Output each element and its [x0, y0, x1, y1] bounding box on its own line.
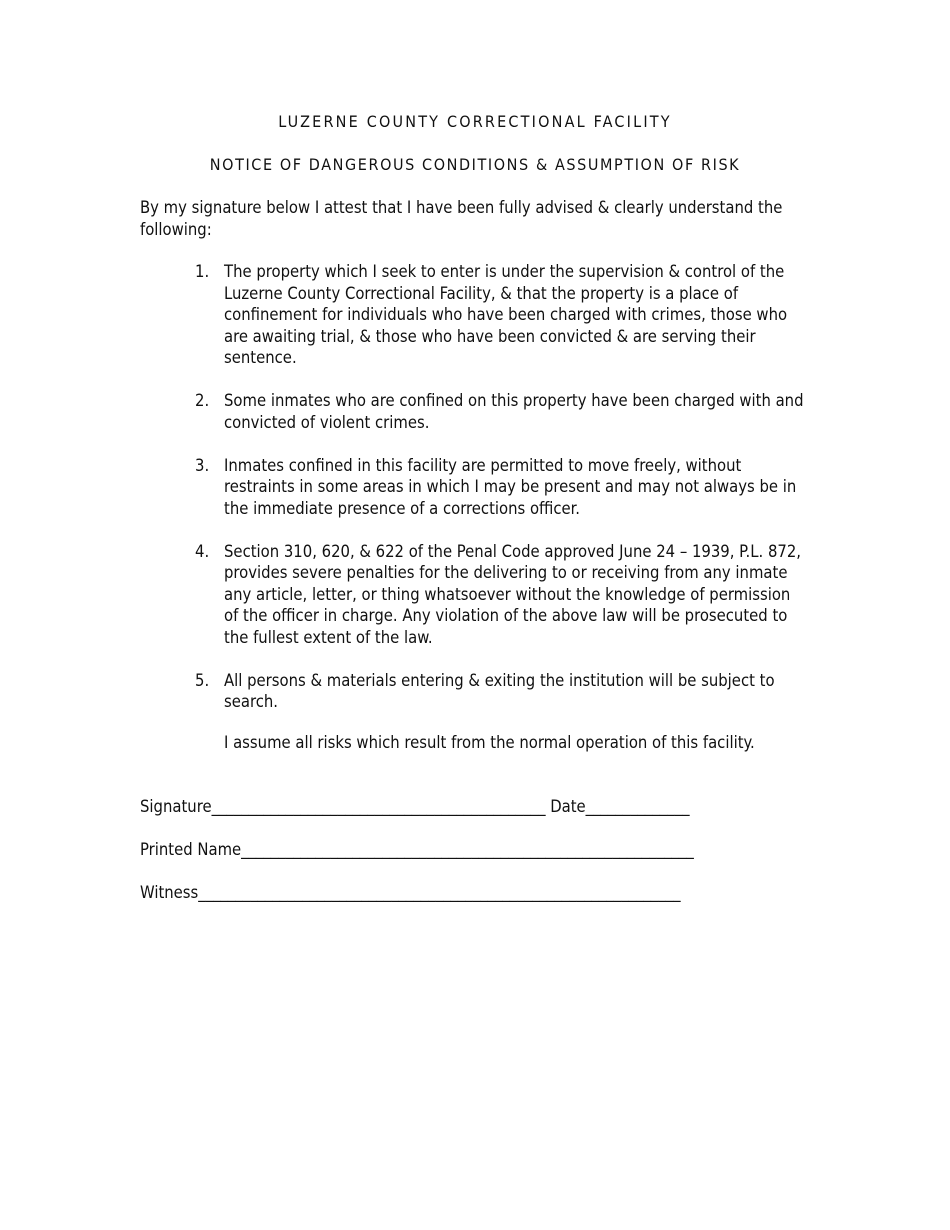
list-item-number: 5. — [195, 670, 210, 690]
list-item-text: The property which I seek to enter is under the supervision & control of the Luzerne County Correctional Facility, & that the property is a place of confinement for individuals who have been charged with crimes, those who are awaiting trial, & those who have been convicted & are serving their sentence. — [224, 262, 788, 367]
list-item — [195, 670, 805, 713]
facility-title: LUZERNE COUNTY CORRECTIONAL FACILITY — [278, 112, 672, 131]
conditions-list — [195, 261, 805, 734]
list-item-text: Section 310, 620, & 622 of the Penal Code approved June 24 – 1939, P.L. 872, provides severe penalties for the delivering to or receiving from any inmate any article, letter, or thing whatsoever without the knowledge of permission of the officer in charge. Any violation of the above law will be prosecuted to the fullest extent of the law. — [224, 541, 801, 647]
list-item — [195, 455, 805, 520]
list-item — [195, 541, 805, 649]
intro-paragraph: By my signature below I attest that I have been fully advised & clearly understand the following: — [140, 198, 783, 239]
list-item — [195, 261, 805, 369]
list-item-number: 4. — [195, 541, 210, 561]
signature-date-line: Signature_____________________________________________ Date______________ — [140, 797, 690, 816]
witness-line: Witness_________________________________________________________________ — [140, 883, 681, 902]
list-item-text: Inmates confined in this facility are permitted to move freely, without restraints in some areas in which I may be present and may not always be in the immediate presence of a corrections officer. — [224, 455, 797, 518]
list-item-text: Some inmates who are confined on this property have been charged with and convicted of violent crimes. — [224, 391, 804, 432]
printed-name-line: Printed Name_____________________________________________________________ — [140, 840, 694, 859]
list-item-number: 3. — [195, 455, 210, 475]
list-item-number: 1. — [195, 262, 210, 281]
notice-title: NOTICE OF DANGEROUS CONDITIONS & ASSUMPTION OF RISK — [209, 155, 741, 174]
assumption-statement: I assume all risks which result from the normal operation of this facility. — [224, 733, 755, 752]
list-item-number: 2. — [195, 391, 210, 410]
list-item-text: All persons & materials entering & exiting the institution will be subject to search. — [224, 670, 775, 711]
list-item — [195, 390, 805, 433]
